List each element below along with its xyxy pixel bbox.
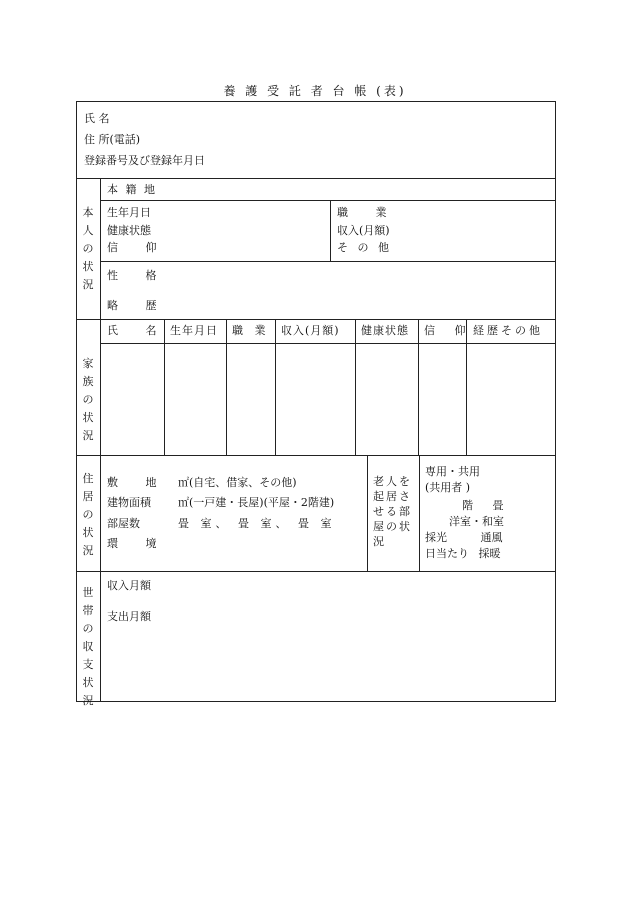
ledger-form bbox=[76, 101, 556, 707]
jukyo-section-label: 住居の状況 bbox=[82, 472, 94, 557]
health-label: 健康状態 bbox=[107, 224, 151, 237]
birth-label: 生年月日 bbox=[107, 206, 151, 219]
family-col-2 bbox=[226, 319, 227, 455]
elder-room-label: 老人を起居させる部屋の状況 bbox=[373, 475, 412, 548]
family-col-4 bbox=[355, 319, 356, 455]
setai-section-label: 世帯の収支状況 bbox=[82, 586, 94, 707]
divider-header bbox=[77, 178, 555, 179]
personal-split-line bbox=[330, 200, 331, 261]
honseki-label: 本 籍 地 bbox=[107, 183, 157, 196]
room-line-3: 階 畳 bbox=[462, 499, 504, 512]
family-col-other: 経歴その他 bbox=[473, 324, 543, 337]
family-col-name: 氏 名 bbox=[107, 324, 169, 337]
rooms-label: 部屋数 bbox=[107, 517, 140, 530]
honnin-section-label: 本人の状況 bbox=[82, 206, 94, 291]
page-title: 養 護 受 託 者 台 帳 (表) bbox=[223, 84, 407, 98]
rooms-value: 畳 室、 畳 室、 畳 室 bbox=[178, 517, 336, 530]
room-line-4: 洋室・和室 bbox=[449, 515, 504, 528]
divider-family-header bbox=[100, 343, 555, 344]
room-line-5: 採光 通風 bbox=[425, 531, 503, 544]
jukyo-split-2 bbox=[419, 455, 420, 571]
name-label: 氏 名 bbox=[84, 112, 110, 125]
family-col-occupation: 職 業 bbox=[232, 324, 270, 337]
other-label: そ の 他 bbox=[337, 241, 392, 254]
divider-honnin bbox=[77, 319, 555, 320]
site-label: 敷 地 bbox=[107, 476, 169, 489]
family-col-income: 収入(月額) bbox=[281, 324, 340, 337]
monthly-income-label: 収入月額 bbox=[107, 579, 151, 592]
site-value: ㎡(自宅、借家、その他) bbox=[178, 476, 297, 489]
family-col-1 bbox=[164, 319, 165, 455]
divider-jukyo bbox=[77, 571, 555, 572]
jukyo-split-1 bbox=[367, 455, 368, 571]
divider-honseki bbox=[100, 200, 555, 201]
family-col-birth: 生年月日 bbox=[170, 324, 218, 337]
room-line-6: 日当たり 採暖 bbox=[425, 547, 501, 560]
floor-value: ㎡(一戸建・長屋)(平屋・2階建) bbox=[178, 496, 335, 509]
income-label: 収入(月額) bbox=[337, 224, 390, 237]
kazoku-section-label: 家族の状況 bbox=[82, 357, 94, 442]
belief-label: 信 仰 bbox=[107, 241, 169, 254]
divider-personal bbox=[100, 261, 555, 262]
history-label: 略 歴 bbox=[107, 299, 169, 312]
divider-kazoku bbox=[77, 455, 555, 456]
family-col-3 bbox=[275, 319, 276, 455]
family-col-5 bbox=[418, 319, 419, 455]
room-line-1: 専用・共用 bbox=[425, 465, 480, 478]
floor-label: 建物面積 bbox=[107, 496, 151, 509]
family-col-belief: 信 仰 bbox=[424, 324, 474, 337]
family-col-health: 健康状態 bbox=[361, 324, 409, 337]
room-line-2: (共用者 ) bbox=[425, 481, 471, 494]
occupation-label: 職 業 bbox=[337, 206, 399, 219]
character-label: 性 格 bbox=[107, 269, 169, 282]
registration-label: 登録番号及び登録年月日 bbox=[84, 154, 205, 167]
monthly-expense-label: 支出月額 bbox=[107, 610, 151, 623]
left-column-line bbox=[100, 178, 101, 702]
environment-label: 環 境 bbox=[107, 537, 169, 550]
family-col-6 bbox=[466, 319, 467, 455]
address-label: 住 所(電話) bbox=[84, 133, 141, 146]
